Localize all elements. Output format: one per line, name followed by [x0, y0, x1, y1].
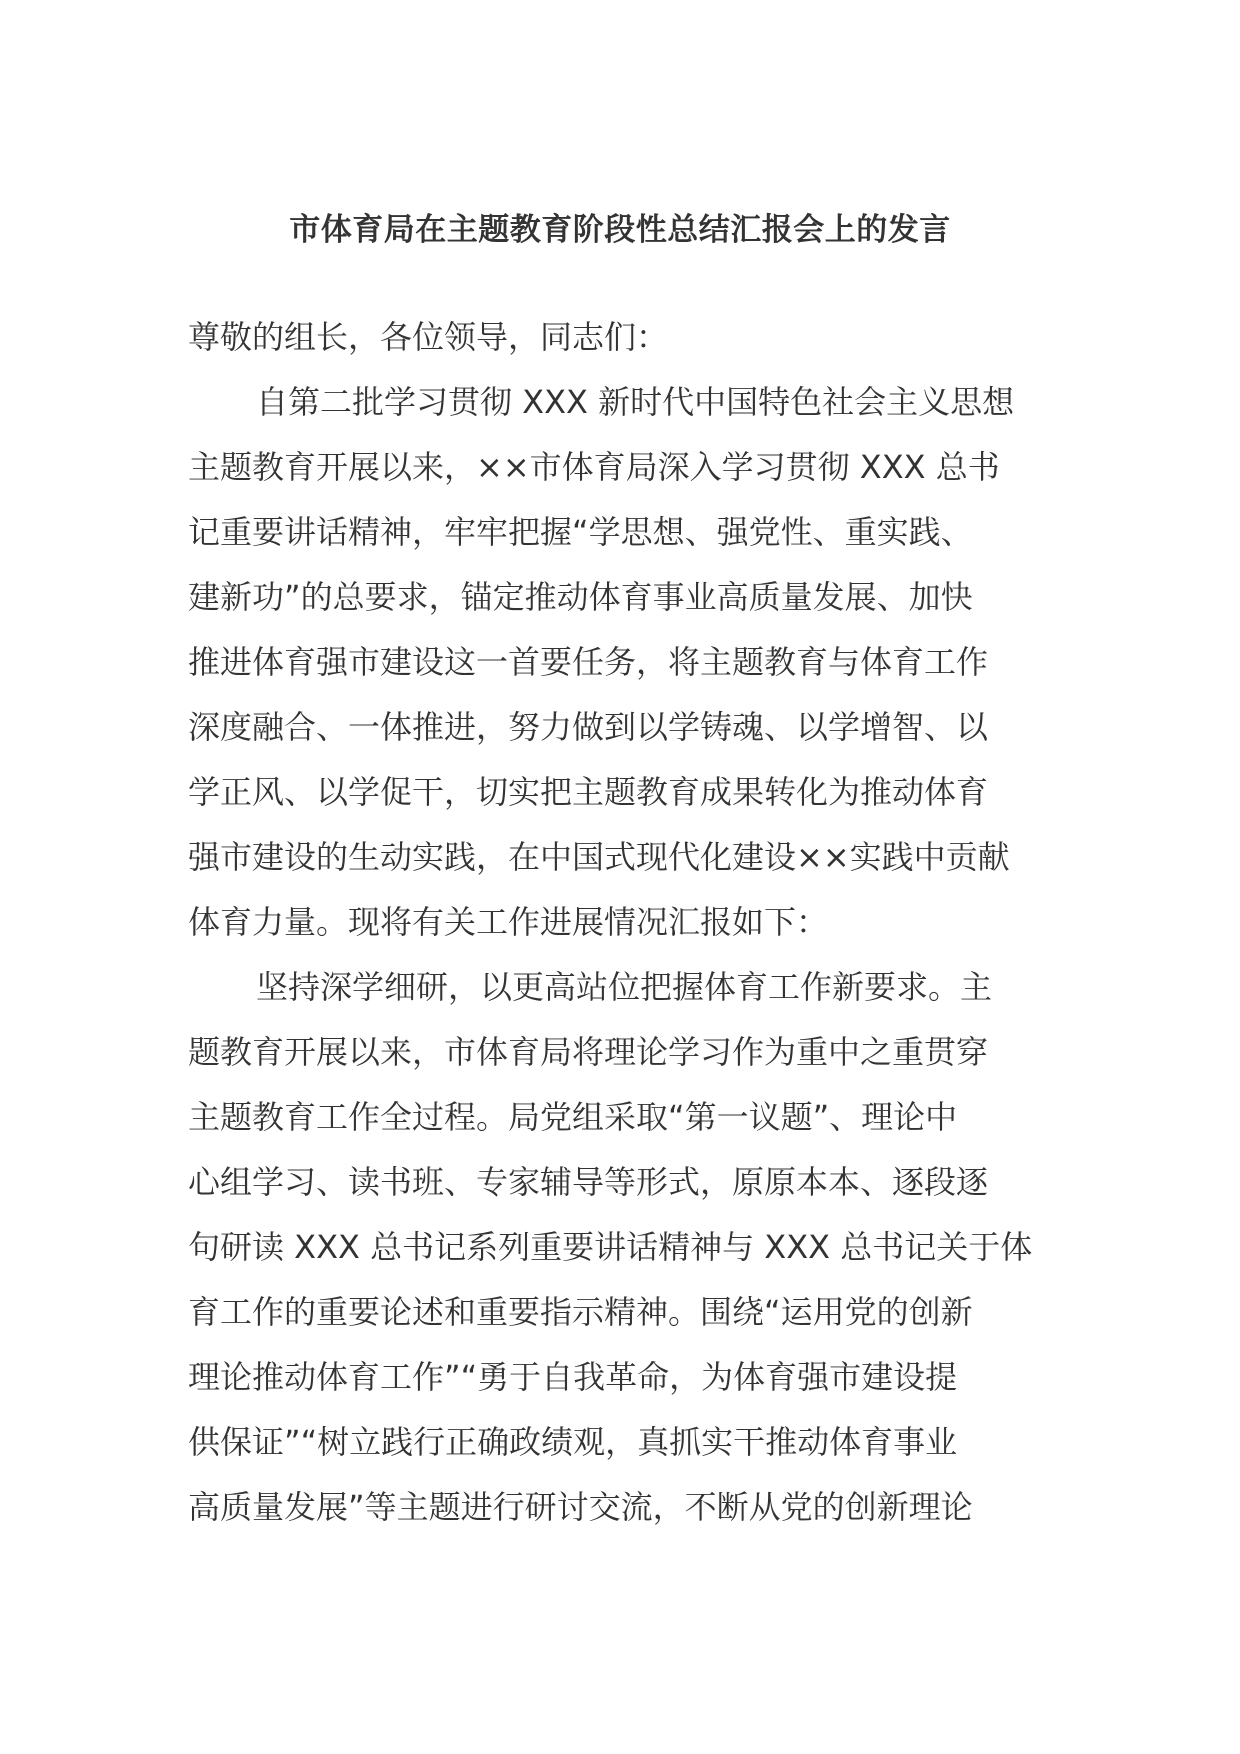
- body-line: 供保证”“树立践行正确政绩观，真抓实干推动体育事业: [188, 1423, 958, 1461]
- body-line: 主题教育工作全过程。局党组采取“第一议题”、理论中: [188, 1098, 958, 1136]
- body-line: 主题教育开展以来，××市体育局深入学习贯彻 XXX 总书: [188, 448, 1000, 486]
- body-line: 心组学习、读书班、专家辅导等形式，原原本本、逐段逐: [188, 1163, 989, 1201]
- body-line: 坚持深学细研，以更高站位把握体育工作新要求。主: [256, 968, 993, 1006]
- salutation: 尊敬的组长，各位领导，同志们：: [188, 318, 669, 356]
- body-line: 高质量发展”等主题进行研讨交流，不断从党的创新理论: [188, 1488, 973, 1526]
- body-line: 深度融合、一体推进，努力做到以学铸魂、以学增智、以: [188, 708, 989, 746]
- body-line: 建新功”的总要求，锚定推动体育事业高质量发展、加快: [188, 578, 973, 616]
- document-body: [188, 305, 1058, 1540]
- body-line: 推进体育强市建设这一首要任务，将主题教育与体育工作: [188, 643, 989, 681]
- body-line: 题教育开展以来，市体育局将理论学习作为重中之重贯穿: [188, 1033, 989, 1071]
- body-line: 理论推动体育工作”“勇于自我革命，为体育强市建设提: [188, 1358, 958, 1396]
- body-line: 学正风、以学促干，切实把主题教育成果转化为推动体育: [188, 773, 989, 811]
- body-line: 体育力量。现将有关工作进展情况汇报如下：: [188, 903, 829, 941]
- body-line: 育工作的重要论述和重要指示精神。围绕“运用党的创新: [188, 1293, 973, 1331]
- body-line: 自第二批学习贯彻 XXX 新时代中国特色社会主义思想: [256, 383, 1015, 421]
- body-line: 句研读 XXX 总书记系列重要讲话精神与 XXX 总书记关于体: [188, 1228, 1033, 1266]
- document-title: 市体育局在主题教育阶段性总结汇报会上的发言: [289, 212, 951, 248]
- body-line: 记重要讲话精神，牢牢把握“学思想、强党性、重实践、: [188, 513, 973, 551]
- body-line: 强市建设的生动实践，在中国式现代化建设××实践中贡献: [188, 838, 1010, 876]
